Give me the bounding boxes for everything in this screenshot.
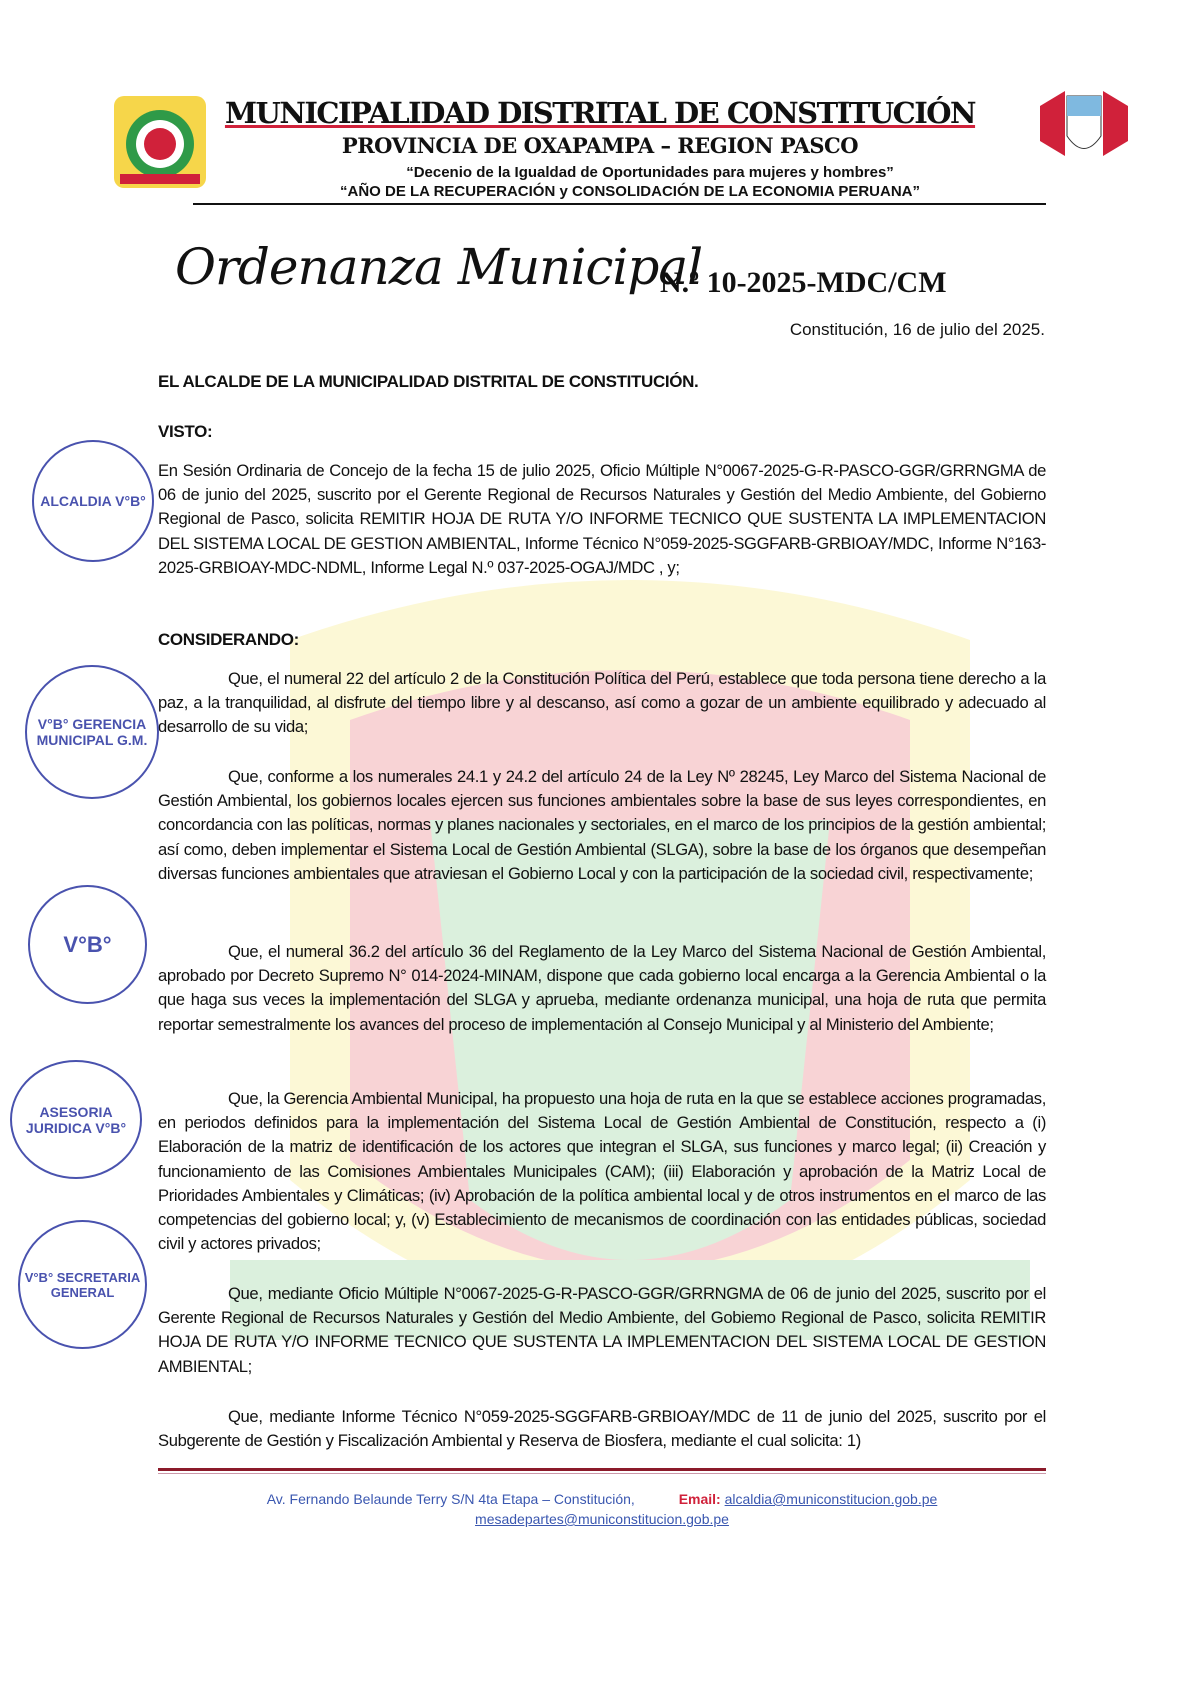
decade-slogan: “Decenio de la Igualdad de Oportunidades para mujeres y hombres” [406,164,894,181]
email-label: Email: [678,1491,721,1507]
visto-text: En Sesión Ordinaria de Concejo de la fecha 15 de julio 2025, Oficio Múltiple N°0067-2025-G-R-PASCO-GGR/GRRNGMA de 06 de junio del 2025, suscrito por el Gerente Regional de Recursos Naturales y Gestión del Medio Ambiente, del Gobierno Regional de Pasco, solicita REMITIR HOJA DE RUTA Y/O INFORME TECNICO QUE SUSTENTA LA IMPLEMENTACION DEL SISTEMA LOCAL DE GESTION AMBIENTAL, Informe Técnico N°059-2025-SGGFARB-GRBIOAY/MDC, Informe N°163-2025-GRBIOAY-MDC-NDML, Informe Legal N.º 037-2025-OGAJ/MDC , y; [158,461,1046,577]
year-slogan: “AÑO DE LA RECUPERACIÓN y CONSOLIDACIÓN DE LA ECONOMIA PERUANA” [339,183,921,200]
peru-coat-of-arms [1035,86,1133,166]
paragraph-text: Que, la Gerencia Ambiental Municipal, ha propuesto una hoja de ruta en la que se establece acciones programadas, en periodos definidos para la implementación del Sistema Local de Gestión Ambiental de Constitución, respecto a (i) Elaboración de la matriz de identificación de los actores que integran el SLGA, sus funciones y marco legal; (ii) Creación y funcionamiento de las Comisiones Ambientales Municipales (CAM); (iii) Elaboración y aprobación de la Matriz Local de Prioridades Ambientales y Climáticas; (iv) Aprobación de la política ambiental local y de otros instrumentos en el marco de las competencias del gobierno local; y, (v) Establecimiento de mecanismos de coordinación con las entidades públicas, sociedad civil y actores privados; [158,1089,1046,1254]
paragraph-text: Que, conforme a los numerales 24.1 y 24.2 del artículo 24 de la Ley Nº 28245, Ley Marco del Sistema Nacional de Gestión Ambiental, los gobiernos locales ejercen sus funciones ambientales sobre la base de sus leyes correspondientes, en concordancia con las políticas, normas y planes nacionales y sectoriales, en el marco de los principios de la gestión ambiental; así como, deben implementar el Sistema Local de Gestión Ambiental (SLGA), sobre la base de los órganos que desempeñan diversas funciones ambientales que atraviesan el Gobierno Local y con la participación de la sociedad civil, respectivamente; [158,767,1046,883]
document-number: N.º 10-2025-MDC/CM [660,266,947,299]
municipality-name: MUNICIPALIDAD DISTRITAL DE CONSTITUCIÓN [224,96,976,130]
considerando-paragraph [158,1087,1046,1256]
considerando-paragraph [158,940,1046,1037]
paragraph-text: Que, el numeral 36.2 del artículo 36 del Reglamento de la Ley Marco del Sistema Nacional de Gestión Ambiental, aprobado por Decreto Supremo N° 014-2024-MINAM, dispone que cada gobierno local encarga a la Gerencia Ambiental o la que haga sus veces la implementación del SLGA y aprueba, mediante ordenanza municipal, una hoja de ruta que permita reportar semestralmente los avances del proceso de implementación al Consejo Municipal y al Ministerio del Ambiente; [158,942,1046,1034]
municipality-logo [112,86,208,190]
issuer-heading: EL ALCALDE DE LA MUNICIPALIDAD DISTRITAL DE CONSTITUCIÓN. [158,372,699,391]
considerando-paragraph [158,1405,1046,1453]
footer-contact-2 [158,1511,1046,1527]
visto-heading: VISTO: [158,422,213,441]
vobo-stamp: V°B° [28,885,147,1004]
footer-address: Av. Fernando Belaunde Terry S/N 4ta Etapa – Constitución, [266,1491,635,1507]
paragraph-text: Que, el numeral 22 del artículo 2 de la Constitución Política del Perú, establece que toda persona tiene derecho a la paz, a la tranquilidad, al disfrute del tiempo libre y al descanso, así como a gozar de un ambiente equilibrado y adecuado al desarrollo de su vida; [158,669,1046,737]
considerando-paragraph [158,667,1046,740]
secretaria-stamp: V°B° SECRETARIA GENERAL [18,1220,147,1349]
province-region: PROVINCIA DE OXAPAMPA – REGION PASCO [341,133,859,158]
footer-contact [158,1491,1046,1507]
paragraph-text: Que, mediante Oficio Múltiple N°0067-2025-G-R-PASCO-GGR/GRRNGMA de 06 de junio del 2025, suscrito por el Gerente Regional de Recursos Naturales y Gestión del Medio Ambiente, del Gobiemo Regional de Pasco, solicita REMITIR HOJA DE RUTA Y/O INFORME TECNICO QUE SUSTENTA LA IMPLEMENTACION DEL SISTEMA LOCAL DE GESTION AMBIENTAL; [158,1284,1046,1376]
gerencia-stamp: V°B° GERENCIA MUNICIPAL G.M. [25,665,159,799]
considerando-paragraph [158,765,1046,886]
alcaldia-stamp: ALCALDIA V°B° [32,440,154,562]
document-type: Ordenanza Municipal [175,238,703,296]
considerando-heading: CONSIDERANDO: [158,630,299,649]
paragraph-text: Que, mediante Informe Técnico N°059-2025-SGGFARB-GRBIOAY/MDC de 11 de junio del 2025, suscrito por el Subgerente de Gestión y Fiscalización Ambiental y Reserva de Biosfera, mediante el cual solicita: 1) [158,1407,1046,1451]
header-divider [193,203,1046,205]
email-mesadepartes-link[interactable]: mesadepartes@municonstitucion.gob.pe [475,1511,729,1527]
considerando-paragraph [158,1282,1046,1379]
footer-divider-thin [158,1473,1046,1474]
email-alcaldia-link[interactable]: alcaldia@municonstitucion.gob.pe [724,1491,938,1507]
document-date: Constitución, 16 de julio del 2025. [789,320,1045,339]
footer-divider [158,1468,1046,1471]
asesoria-stamp: ASESORIA JURIDICA V°B° [10,1060,142,1179]
visto-paragraph [158,459,1046,580]
